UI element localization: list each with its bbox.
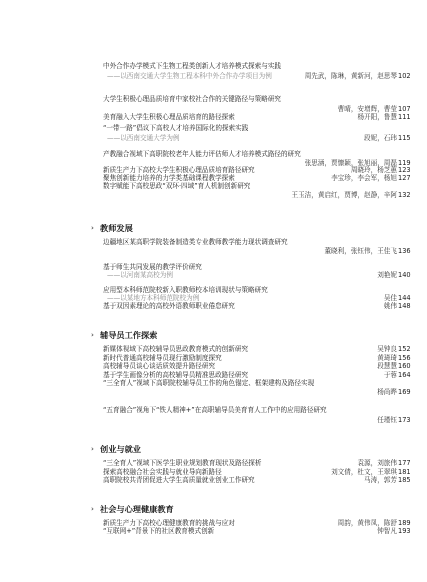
entry-title: 高校辅导员谈心谈话质效提升路径研究 xyxy=(103,362,216,370)
entry-title: “互联网+”背景下的社区教育模式创新 xyxy=(103,527,215,535)
entry-title: 大学生积极心理品质培育中家校社合作的关键路径与策略研究 xyxy=(103,95,282,103)
entry-page-number: 177 xyxy=(398,459,411,467)
entry-title: 新媒体视域下高校辅导员思政教育模式的创新研究 xyxy=(103,345,249,353)
chevron-right-icon: › xyxy=(91,505,94,513)
entry-page-number: 148 xyxy=(398,302,411,310)
toc-entry[interactable] xyxy=(103,468,409,476)
entry-title: “五育融合”视角下“铁人精神+”在高职辅导员美育育人工作中的应用路径研究 xyxy=(103,406,327,414)
entry-subtitle: ——以河南某高校为例 xyxy=(107,271,173,279)
entry-authors: 张思涵，贾慷颖，张旭丽，周磊 xyxy=(304,159,397,167)
toc-entry[interactable] xyxy=(103,166,409,174)
entry-authors: 周韵，黄伟凤，陈舒 xyxy=(337,519,397,527)
toc-entry[interactable] xyxy=(103,286,409,294)
entry-page-number: 144 xyxy=(398,294,411,302)
entry-authors: 董晓利，张钰伟，王佳飞 xyxy=(324,247,397,255)
section-title: 辅导员工作探索 xyxy=(100,330,158,340)
entry-title: 应用型本科师范院校新入职教师校本培训现状与策略研究 xyxy=(103,286,268,294)
entry-page-number: 119 xyxy=(398,159,411,167)
entry-title: 高职院校共青团促进大学生高质量就业创业工作研究 xyxy=(103,476,255,484)
entry-title: 数字赋能下高校思政“双环·四域”育人机制创新研究 xyxy=(103,182,251,190)
chevron-right-icon: › xyxy=(91,445,94,453)
entry-authors: 杨开阳，鲁慧 xyxy=(357,113,397,121)
toc-entry[interactable] xyxy=(103,95,409,103)
entry-authors: 吴佳 xyxy=(383,294,397,302)
entry-page-number: 127 xyxy=(398,174,411,182)
entry-authors: 杨尚晔 xyxy=(377,388,397,396)
toc-entry[interactable] xyxy=(103,388,409,396)
toc-entry[interactable] xyxy=(103,371,409,379)
toc-entry[interactable] xyxy=(103,294,409,302)
entry-page-number: 160 xyxy=(398,362,411,370)
section-heading xyxy=(91,222,133,234)
entry-page-number: 115 xyxy=(398,134,411,142)
entry-authors: 吴钟良 xyxy=(377,345,397,353)
entry-authors: 王玉洁，黄启红，贾博，赵静，辛阿 xyxy=(291,191,397,199)
toc-entry[interactable] xyxy=(103,476,409,484)
section-heading xyxy=(91,503,174,515)
entry-page-number: 132 xyxy=(398,191,411,199)
entry-page-number: 136 xyxy=(398,247,411,255)
entry-authors: 段慧慧 xyxy=(377,362,397,370)
toc-entry[interactable] xyxy=(103,379,409,387)
entry-page-number: 173 xyxy=(398,416,411,424)
entry-subtitle: ——以西南交通大学为例 xyxy=(107,134,180,142)
entry-authors: 周晓玲，杨芝蕙 xyxy=(350,166,397,174)
entry-page-number: 102 xyxy=(398,72,411,80)
toc-entry[interactable] xyxy=(103,238,409,246)
section-title: 创业与就业 xyxy=(100,444,141,454)
entry-page-number: 164 xyxy=(398,371,411,379)
entry-subtitle: ——以某地方本科师范院校为例 xyxy=(107,294,200,302)
entry-page-number: 189 xyxy=(398,519,411,527)
entry-authors: 姚伟 xyxy=(383,302,397,310)
entry-authors: 刘文倩，杜文，王翠琪 xyxy=(331,468,397,476)
entry-title: 基于师生共同发展的教学评价研究 xyxy=(103,263,202,271)
entry-title: 聚焦创新能力培养的力学类基础课程教学探索 xyxy=(103,174,235,182)
toc-entry[interactable] xyxy=(103,62,409,70)
toc-entry[interactable] xyxy=(103,191,409,199)
toc-entry[interactable] xyxy=(103,72,409,80)
chevron-right-icon: › xyxy=(91,224,94,232)
entry-title: 产教融合视域下高职院校老年人能力评估师人才培养模式路径的研究 xyxy=(103,150,301,158)
entry-title: 新质生产力下高校心理健康教育的挑战与应对 xyxy=(103,519,235,527)
toc-entry[interactable] xyxy=(103,271,409,279)
chevron-right-icon: › xyxy=(91,331,94,339)
toc-entry[interactable] xyxy=(103,406,409,414)
entry-title: 新质生产力下高校大学生积极心理品质培育路径研究 xyxy=(103,166,255,174)
entry-title: 探索高校融合社会实践与就业导向新路径 xyxy=(103,468,222,476)
entry-title: “一带一路”倡议下高校人才培养国际化的探索实践 xyxy=(103,124,249,132)
entry-page-number: 107 xyxy=(398,105,411,113)
entry-title: “三全育人”视域下医学生职业规划教育现状及路径探析 xyxy=(103,459,262,467)
section-title: 社会与心理健康教育 xyxy=(100,504,174,514)
entry-authors: 李宝珍，李会军，杨旭 xyxy=(331,174,397,182)
entry-page-number: 152 xyxy=(398,345,411,353)
entry-title: 边疆地区某高职学院装备制造类专业教师教学能力现状调查研究 xyxy=(103,238,288,246)
entry-subtitle: ——以西南交通大学生物工程本科中外合作办学项目为例 xyxy=(107,72,272,80)
toc-entry[interactable] xyxy=(103,263,409,271)
entry-authors: 曹晴，安增辉，曹莹 xyxy=(337,105,397,113)
section-title: 教师发展 xyxy=(100,223,133,233)
toc-entry[interactable] xyxy=(103,247,409,255)
entry-page-number: 111 xyxy=(398,113,411,121)
entry-page-number: 193 xyxy=(398,527,411,535)
entry-title: 中外合作办学模式下生物工程类创新人才培养模式探索与实践 xyxy=(103,62,282,70)
toc-entry[interactable] xyxy=(103,345,409,353)
toc-entry[interactable] xyxy=(103,354,409,362)
toc-entry[interactable] xyxy=(103,362,409,370)
entry-page-number: 123 xyxy=(398,166,411,174)
toc-entry[interactable] xyxy=(103,302,409,310)
toc-entry[interactable] xyxy=(103,182,409,190)
toc-entry[interactable] xyxy=(103,124,409,132)
entry-title: 美育融入大学生积极心理品质培育的路径探索 xyxy=(103,113,235,121)
toc-entry[interactable] xyxy=(103,105,409,113)
entry-title: 基于学生画像分析的高校辅导员精准思政路径研究 xyxy=(103,371,249,379)
entry-authors: 任瑾钰 xyxy=(377,416,397,424)
entry-authors: 袁源，刘旅伟 xyxy=(357,459,397,467)
entry-page-number: 169 xyxy=(398,388,411,396)
section-heading xyxy=(91,329,157,341)
toc-entry[interactable] xyxy=(103,150,409,158)
toc-entry[interactable] xyxy=(103,174,409,182)
toc-entry[interactable] xyxy=(103,416,409,424)
entry-authors: 刘艳妮 xyxy=(377,271,397,279)
toc-entry[interactable] xyxy=(103,134,409,142)
entry-page-number: 140 xyxy=(398,271,411,279)
entry-title: “三全育人”视域下高职院校辅导员工作的角色锚定、框架建构及路径实现 xyxy=(103,379,315,387)
toc-entry[interactable] xyxy=(103,527,409,535)
entry-page-number: 185 xyxy=(398,476,411,484)
entry-authors: 于蓉 xyxy=(383,371,397,379)
entry-authors: 周先武，陈琳，黄新河，赵思琴 xyxy=(304,72,397,80)
entry-authors: 马涛，郭芳 xyxy=(364,476,397,484)
entry-authors: 黄琦琦 xyxy=(377,354,397,362)
entry-page-number: 156 xyxy=(398,354,411,362)
entry-authors: 段妮，石玮 xyxy=(364,134,397,142)
entry-title: 基于双因素理论的高校外语教师职业倦怠研究 xyxy=(103,302,235,310)
entry-page-number: 181 xyxy=(398,468,411,476)
entry-authors: 钟智凡 xyxy=(377,527,397,535)
entry-title: 新时代普通高校辅导员现行激励制度探究 xyxy=(103,354,222,362)
toc-entry[interactable] xyxy=(103,519,409,527)
toc-entry[interactable] xyxy=(103,459,409,467)
section-heading xyxy=(91,443,141,455)
toc-entry[interactable] xyxy=(103,113,409,121)
